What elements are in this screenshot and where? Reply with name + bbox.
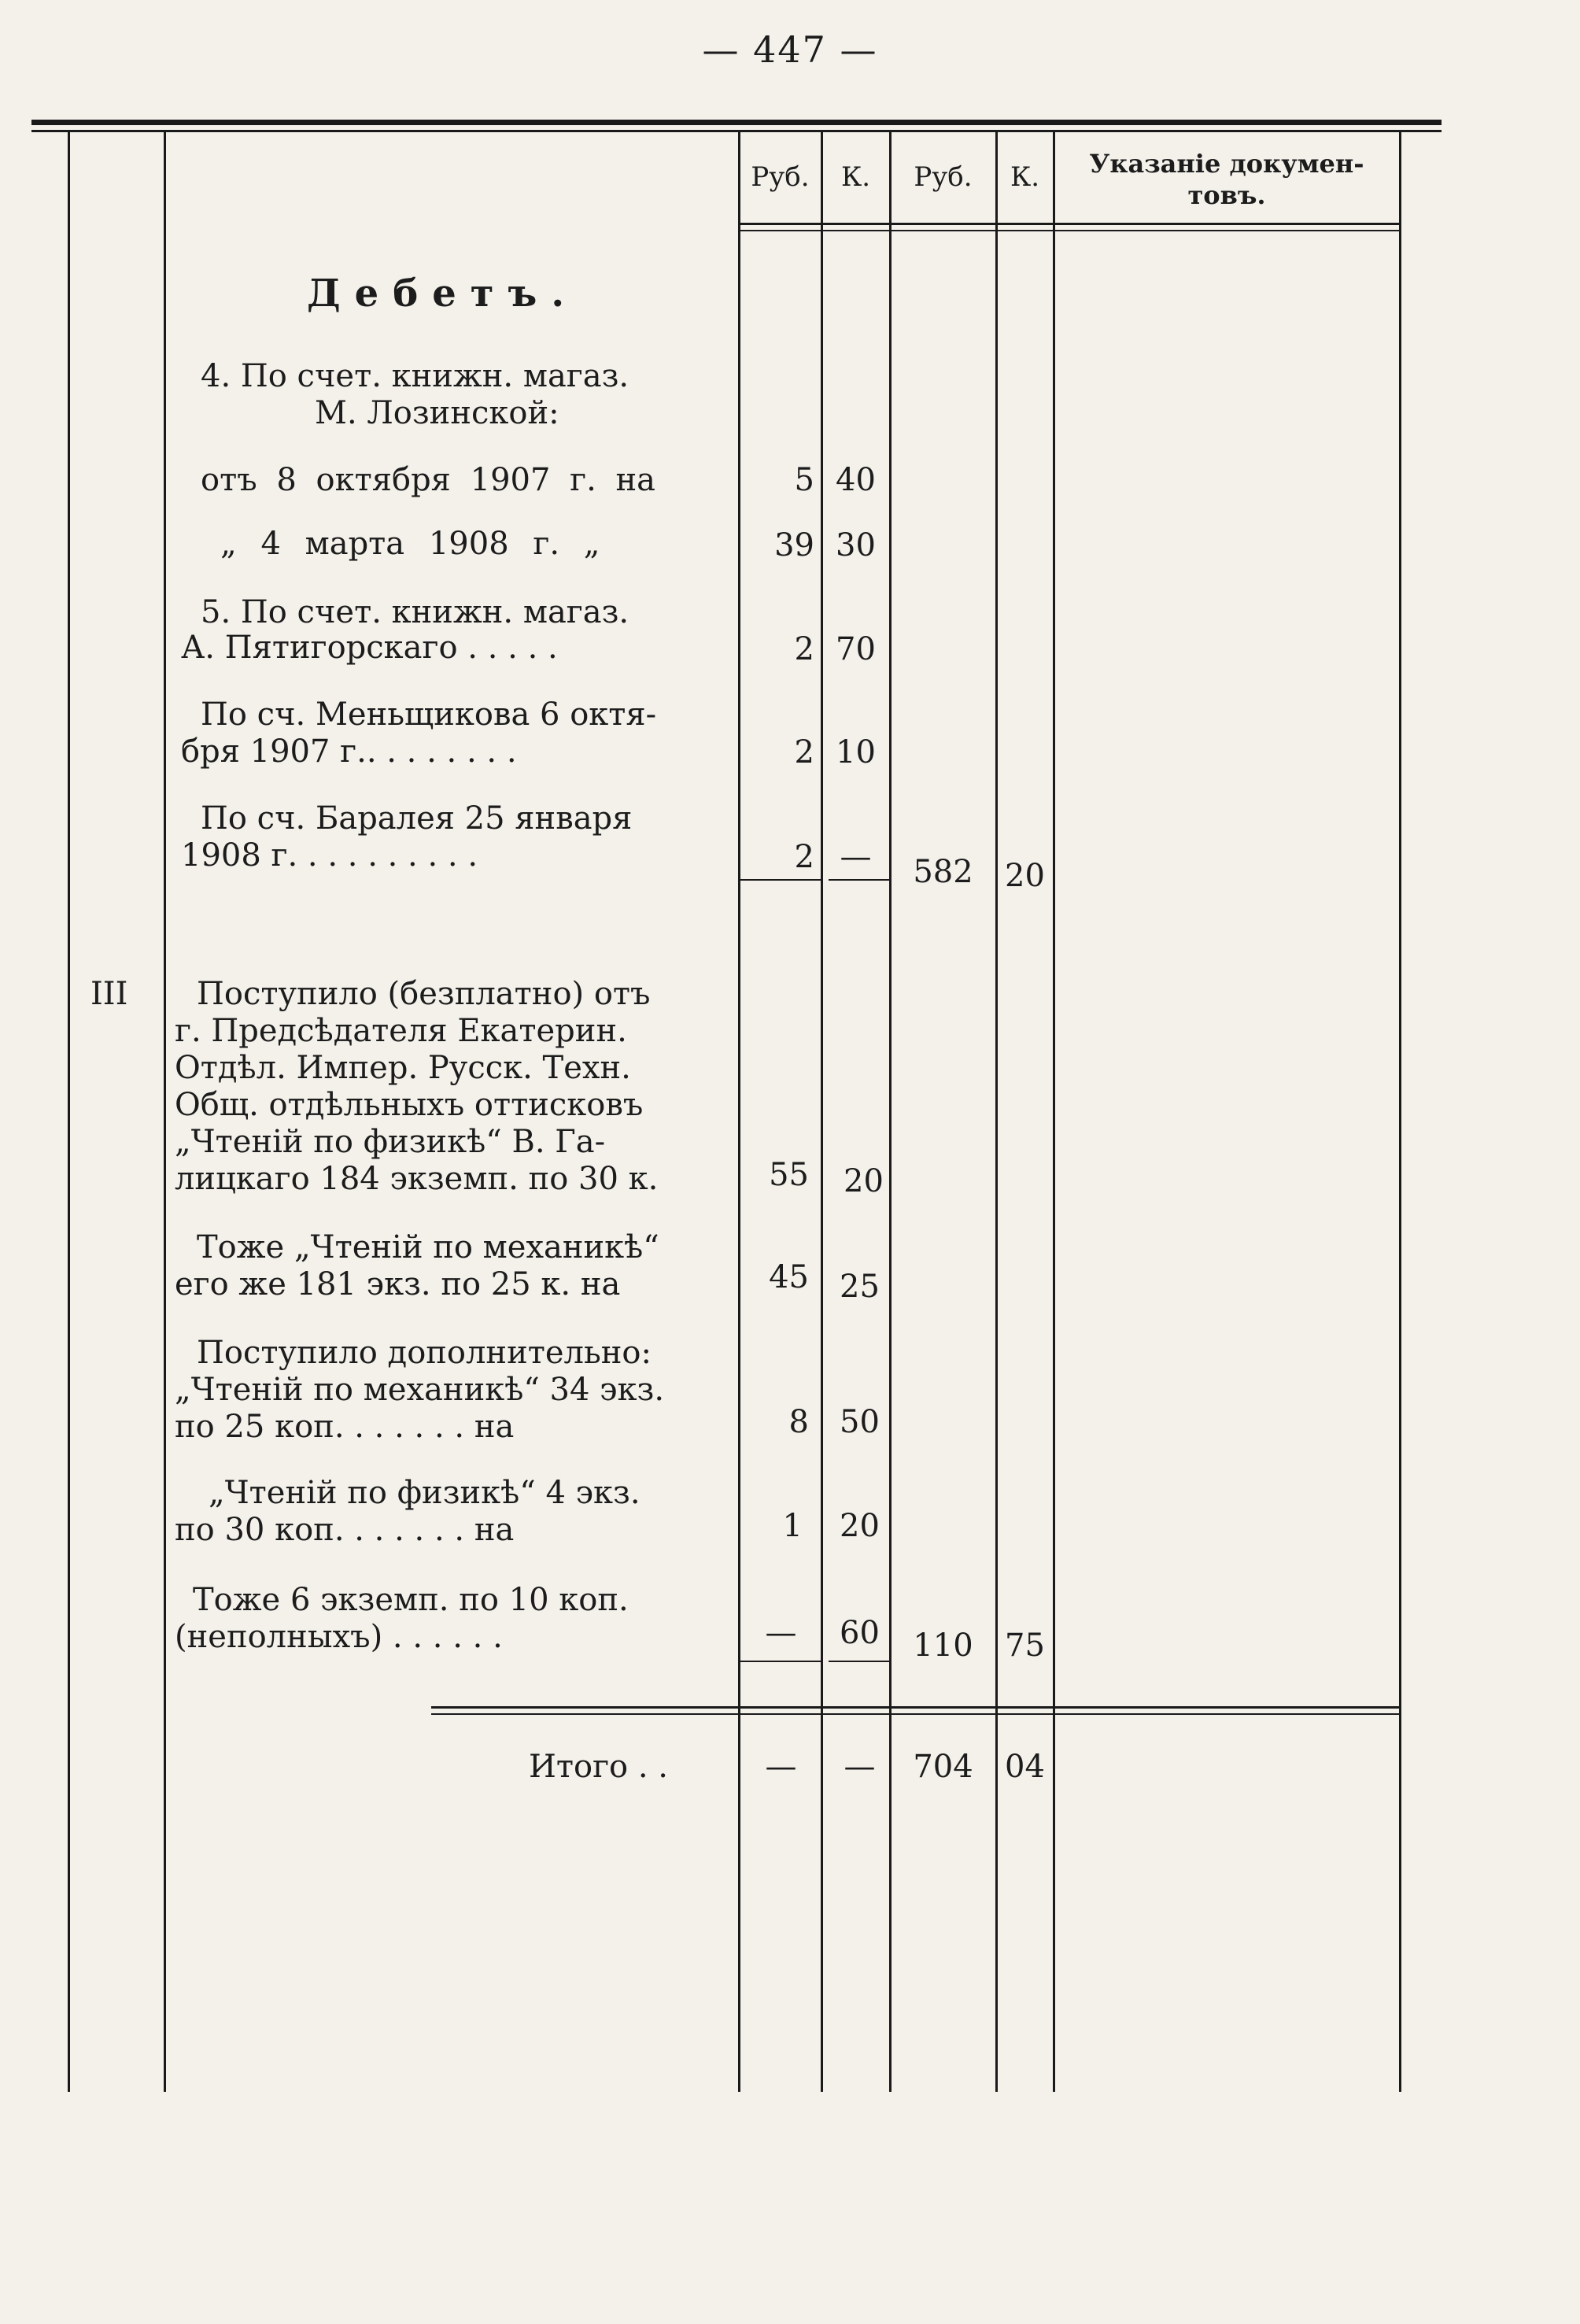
- amount-kop: 50: [840, 1404, 880, 1440]
- total-rule: [431, 1706, 1401, 1709]
- subtotal-rule: [829, 1661, 892, 1662]
- subtotal-rule: [829, 879, 892, 881]
- amount-rub: 8: [788, 1404, 809, 1440]
- subtotal-rule: [738, 1661, 821, 1662]
- amount-rub: 2: [794, 631, 814, 667]
- amount-kop: 20: [840, 1508, 880, 1544]
- entry-line: бря 1907 г.. . . . . . . .: [181, 733, 517, 770]
- total-kop: —: [844, 1749, 876, 1785]
- entry-line: отъ 8 октября 1907 г. на: [201, 462, 656, 498]
- header-rub: Руб.: [751, 161, 810, 193]
- header-kop2: К.: [1010, 161, 1040, 193]
- total-kop2: 04: [1005, 1749, 1045, 1785]
- entry-line: Тоже 6 экземп. по 10 коп.: [193, 1582, 629, 1618]
- amount-kop: 70: [836, 631, 876, 667]
- entry-line: „ 4 марта 1908 г. „: [220, 526, 600, 562]
- page-number: — 447 —: [702, 28, 878, 71]
- total-rub2: 704: [913, 1749, 973, 1785]
- amount-kop: 60: [840, 1615, 880, 1651]
- rub2-column-line: [889, 132, 892, 2092]
- top-rule-thick: [31, 120, 1442, 125]
- entry-line: Поступило (безплатно) отъ: [197, 976, 651, 1012]
- amount-kop: 20: [844, 1163, 884, 1199]
- amount-kop: 30: [836, 527, 876, 563]
- entry-line: по 25 коп. . . . . . . на: [175, 1409, 515, 1445]
- section-number: III: [90, 976, 128, 1012]
- subtotal-rub: 110: [913, 1628, 973, 1664]
- rub-column-line: [738, 132, 740, 2092]
- entry-line: Поступило дополнительно:: [197, 1335, 652, 1371]
- amount-kop: —: [840, 839, 872, 875]
- header-rub2: Руб.: [914, 161, 973, 193]
- kop2-column-line: [995, 132, 998, 2092]
- entry-line: „Чтеній по физикѣ“ В. Га-: [175, 1124, 606, 1160]
- entry-line: (неполныхъ) . . . . . .: [175, 1619, 503, 1655]
- total-label: Итого . .: [529, 1749, 668, 1785]
- entry-line: г. Предсѣдателя Екатерин.: [175, 1013, 627, 1049]
- amount-kop: 25: [840, 1269, 880, 1305]
- header-doc: Указаніе докумен- товъ.: [1089, 149, 1364, 210]
- total-rub: —: [765, 1749, 797, 1785]
- top-rule-thin: [31, 130, 1442, 132]
- entry-line: по 30 коп. . . . . . . на: [175, 1512, 515, 1548]
- kop-column-line: [821, 132, 823, 2092]
- debit-heading: Дебетъ.: [307, 272, 579, 316]
- subtotal-kop: 75: [1005, 1628, 1045, 1664]
- right-border-line: [1399, 132, 1401, 2092]
- entry-line: М. Лозинской:: [315, 395, 559, 431]
- entry-line: Отдѣл. Импер. Русск. Техн.: [175, 1050, 631, 1086]
- entry-line: По сч. Баралея 25 января: [201, 800, 633, 837]
- amount-kop: 10: [836, 734, 876, 770]
- amount-rub: 45: [769, 1259, 809, 1295]
- entry-line: его же 181 экз. по 25 к. на: [175, 1266, 621, 1302]
- entry-line: „Чтеній по механикѣ“ 34 экз.: [175, 1372, 665, 1408]
- subtotal-kop: 20: [1005, 858, 1045, 894]
- amount-rub: 55: [769, 1157, 809, 1193]
- header-kop: К.: [840, 161, 871, 193]
- entry-line: По сч. Меньщикова 6 октя-: [201, 696, 657, 733]
- amount-kop: 40: [836, 462, 876, 498]
- header-underline: [738, 223, 1401, 225]
- header-underline-2: [738, 230, 1401, 231]
- entry-line: 4. По счет. книжн. магаз.: [201, 358, 629, 394]
- amount-rub: 2: [794, 734, 814, 770]
- entry-line: 1908 г. . . . . . . . . .: [181, 837, 478, 874]
- amount-rub: 1: [782, 1508, 803, 1544]
- subtotal-rub: 582: [913, 854, 973, 890]
- entry-line: лицкаго 184 экземп. по 30 к.: [175, 1161, 659, 1197]
- doc-column-line: [1053, 132, 1055, 2092]
- left-margin-line: [68, 132, 70, 2092]
- amount-rub: —: [765, 1615, 797, 1651]
- amount-rub: 5: [794, 462, 814, 498]
- entry-line: „Чтеній по физикѣ“ 4 экз.: [209, 1475, 640, 1511]
- total-rule-2: [431, 1713, 1401, 1715]
- section-column-line: [164, 132, 166, 2092]
- entry-line: Тоже „Чтеній по механикѣ“: [197, 1229, 659, 1265]
- entry-line: Общ. отдѣльныхъ оттисковъ: [175, 1087, 644, 1123]
- entry-line: 5. По счет. книжн. магаз.: [201, 594, 629, 630]
- subtotal-rule: [738, 879, 821, 881]
- amount-rub: 39: [774, 527, 814, 563]
- entry-line: А. Пятигорскаго . . . . .: [181, 630, 558, 666]
- amount-rub: 2: [794, 839, 814, 875]
